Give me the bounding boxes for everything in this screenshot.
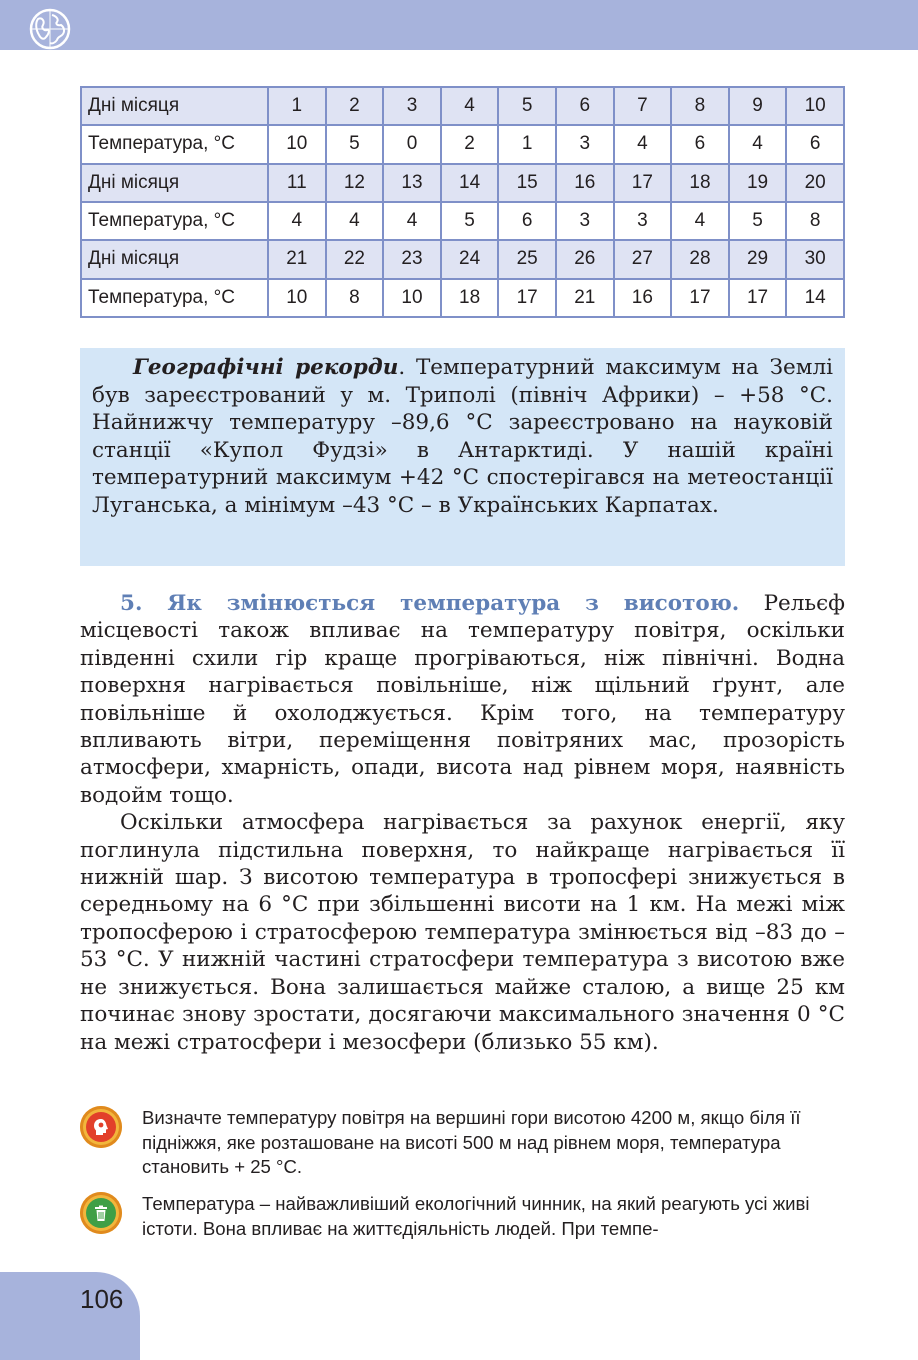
table-cell: 4	[268, 202, 326, 240]
table-row	[81, 125, 844, 163]
table-cell: 21	[268, 240, 326, 278]
table-row	[81, 240, 844, 278]
table-cell: 5	[729, 202, 787, 240]
table-cell: 4	[671, 202, 729, 240]
section-paragraph-1	[80, 590, 845, 809]
geographic-records-box	[80, 348, 845, 566]
table-cell: 1	[268, 87, 326, 125]
table-cell: 21	[556, 279, 614, 317]
table-cell: 18	[671, 164, 729, 202]
table-cell: 12	[326, 164, 384, 202]
table-cell: 13	[383, 164, 441, 202]
table-cell: 10	[786, 87, 844, 125]
task-text: Визначте температуру повітря на вершині гори висотою 4200 м, якщо біля її підніжжя, яке розташоване на висоті 500 м над рівнем моря, температура становить + 25 °С.	[142, 1107, 801, 1177]
table-cell: 20	[786, 164, 844, 202]
table-cell: 8	[326, 279, 384, 317]
row-header: Дні місяця	[81, 87, 268, 125]
row-header: Температура, °C	[81, 125, 268, 163]
table-cell: 6	[671, 125, 729, 163]
table-cell: 8	[671, 87, 729, 125]
table-cell: 15	[498, 164, 556, 202]
table-cell: 10	[268, 279, 326, 317]
table-cell: 11	[268, 164, 326, 202]
records-text: . Температурний максимум на Землі був зареєстрований у м. Триполі (північ Африки) – +58 °С. Найнижчу температуру –89,6 °С зареєстровано на науковій станції «Купол Фудзі» в Антарктиді. У нашій країні температурний максимум +42 °С спостерігався на метеостанції Луганська, а мінімум –43 °С – в Українських Карпатах.	[92, 355, 833, 518]
temperature-table	[80, 86, 845, 318]
row-header: Температура, °C	[81, 279, 268, 317]
table-row	[81, 202, 844, 240]
table-cell: 19	[729, 164, 787, 202]
table-cell: 3	[383, 87, 441, 125]
table-cell: 30	[786, 240, 844, 278]
table-cell: 17	[729, 279, 787, 317]
table-cell: 23	[383, 240, 441, 278]
table-row	[81, 164, 844, 202]
table-cell: 4	[614, 125, 672, 163]
table-cell: 6	[556, 87, 614, 125]
table-cell: 5	[441, 202, 499, 240]
table-cell: 22	[326, 240, 384, 278]
table-cell: 9	[729, 87, 787, 125]
table-cell: 17	[671, 279, 729, 317]
table-row	[81, 87, 844, 125]
table-cell: 6	[786, 125, 844, 163]
table-cell: 16	[614, 279, 672, 317]
task-item	[80, 1192, 845, 1241]
globe-icon	[28, 7, 72, 51]
table-cell: 29	[729, 240, 787, 278]
table-cell: 7	[614, 87, 672, 125]
table-cell: 3	[614, 202, 672, 240]
table-cell: 4	[326, 202, 384, 240]
trash-bin-icon	[80, 1192, 122, 1234]
table-cell: 4	[729, 125, 787, 163]
table-cell: 4	[383, 202, 441, 240]
table-cell: 27	[614, 240, 672, 278]
table-cell: 2	[441, 125, 499, 163]
table-cell: 8	[786, 202, 844, 240]
table-cell: 14	[786, 279, 844, 317]
table-cell: 0	[383, 125, 441, 163]
table-cell: 28	[671, 240, 729, 278]
table-cell: 3	[556, 125, 614, 163]
top-band	[0, 0, 918, 50]
table-cell: 5	[498, 87, 556, 125]
table-cell: 10	[383, 279, 441, 317]
page-number: 106	[80, 1284, 124, 1314]
head-thinking-icon	[80, 1106, 122, 1148]
section-text	[80, 590, 845, 1056]
task-text: Температура – найважливіший екологічний чинник, на який реагують усі живі істоти. Вона впливає на життєдіяльність людей. При темпе-	[142, 1193, 810, 1239]
table-cell: 14	[441, 164, 499, 202]
table-cell: 16	[556, 164, 614, 202]
section-paragraph-1-text: Рельєф місцевості також впливає на температуру повітря, оскільки південні схили гір краще прогріваються, ніж північні. Водна поверхня нагрівається повільніше, ніж щільний ґрунт, але повільніше й охолоджується. Крім того, на температуру впливають вітри, переміщення повітряних мас, прозорість атмосфери, хмарність, опади, висота над рівнем моря, наявність водойм тощо.	[80, 591, 845, 808]
table-cell: 4	[441, 87, 499, 125]
table-cell: 3	[556, 202, 614, 240]
table-cell: 5	[326, 125, 384, 163]
table-cell: 6	[498, 202, 556, 240]
table-cell: 26	[556, 240, 614, 278]
table-cell: 24	[441, 240, 499, 278]
table-cell: 2	[326, 87, 384, 125]
row-header: Дні місяця	[81, 164, 268, 202]
records-paragraph	[92, 354, 833, 519]
table-cell: 17	[614, 164, 672, 202]
table-row	[81, 279, 844, 317]
table-cell: 10	[268, 125, 326, 163]
table-cell: 17	[498, 279, 556, 317]
table-cell: 18	[441, 279, 499, 317]
table-cell: 1	[498, 125, 556, 163]
section-paragraph-2: Оскільки атмосфера нагрівається за рахунок енергії, яку поглинула підстильна поверхня, то найкраще нагрівається її нижній шар. З висотою температура в тропосфері знижується в середньому на 6 °С при збільшенні висоти на 1 км. На межі між тропосферою і стратосферою температура змінюється від –83 до –53 °С. У нижній частині стратосфери температура з висотою вже не знижується. Вона залишається майже сталою, а вище 25 км починає знову зростати, досягаючи максимального значення 0 °С на межі стратосфери і мезосфери (близько 55 км).	[80, 810, 845, 1055]
records-lead: Географічні рекорди	[133, 355, 399, 380]
task-item	[80, 1106, 845, 1180]
section-heading: 5. Як змінюється температура з висотою.	[120, 591, 740, 616]
row-header: Дні місяця	[81, 240, 268, 278]
table-cell: 25	[498, 240, 556, 278]
row-header: Температура, °C	[81, 202, 268, 240]
